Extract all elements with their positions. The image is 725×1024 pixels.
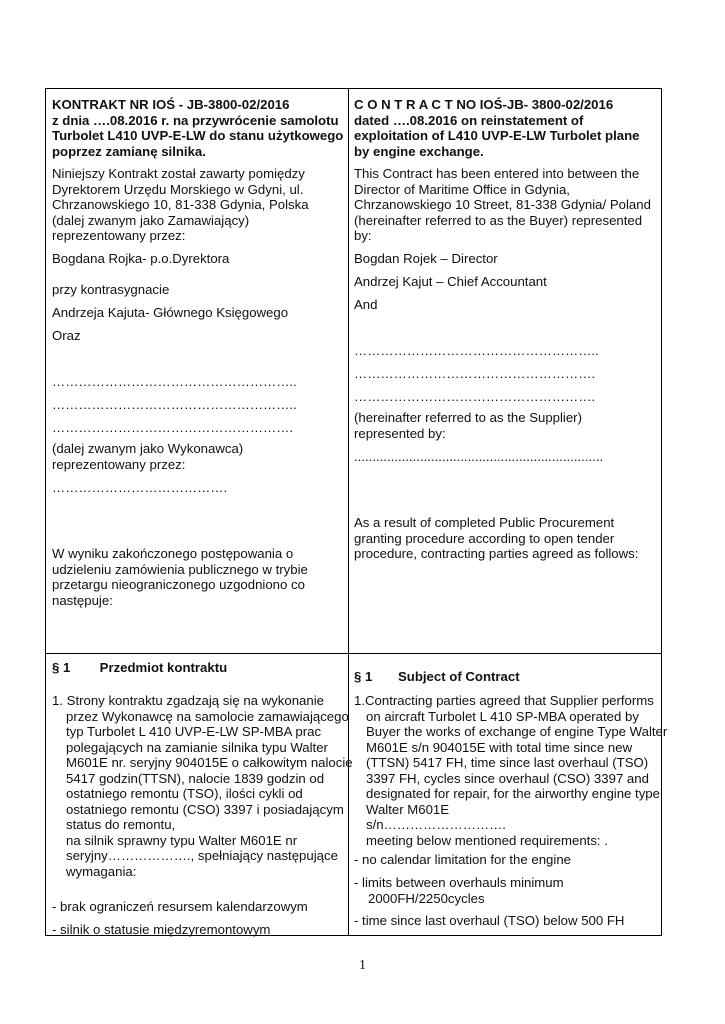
supplier-name-blank-1-pl: ……………………………………………….. (52, 374, 297, 389)
section-1-item-1-en: 1.Contracting parties agreed that Supplier performs on aircraft Turbolet L 410 SP-MBA operated by Buyer the works of exchange of engine Type Walter M601E s/n 904015E with total time since new (TTSN) 5417 FH, time since last overhaul (TSO) 3397 FH, cycles since overhaul (CSO) 3397 and designated for repair, for the airworthy engine type Walter M601E s/n………………………. meeting below mentioned requirements: . (354, 693, 668, 848)
intro-en: This Contract has been entered into between the Director of Maritime Office in Gdynia, Chrzanowskiego 10 Street, 81-338 Gdynia/ Poland (hereinafter referred to as the Buyer) represented by: (354, 166, 651, 243)
supplier-name-blank-2-pl: ……………………………………………….. (52, 397, 297, 412)
requirement-between-overhauls-pl: - silnik o statusie międzyremontowym (52, 922, 271, 937)
supplier-representative-blank-en: .................................................................... (354, 449, 604, 464)
representative-accountant-en: Andrzej Kajut – Chief Accountant (354, 274, 547, 289)
representative-director-pl: Bogdana Rojka- p.o.Dyrektora (52, 251, 230, 266)
supplier-name-blank-3-pl: ………………………………………………. (52, 420, 294, 435)
requirement-no-calendar-limit-en: - no calendar limitation for the engine (354, 852, 571, 867)
supplier-label-pl: (dalej zwanym jako Wykonawca) reprezentowany przez: (52, 441, 244, 472)
supplier-label-en: (hereinafter referred to as the Supplier) represented by: (354, 410, 582, 441)
representative-director-en: Bogdan Rojek – Director (354, 251, 498, 266)
section-1-item-1-pl: 1. Strony kontraktu zgadzają się na wykonanie przez Wykonawcę na samolocie zamawiającego typ Turbolet L 410 UVP-E-LW SP-MBA prac polegających na zamianie silnika typu Walter M601E nr. seryjny 904015E o całkowitym nalocie 5417 godzin(TTSN), nalocie 1839 godzin od ostatniego remontu (TSO), ilości cykli od ostatniego remontu (CSO) 3397 i posiadającym status do remontu, na silnik sprawny typu Walter M601E nr seryjny………………., spełniający następujące wymagania: (52, 693, 353, 879)
requirement-between-overhauls-en: - limits between overhauls minimum 2000FH/2250cycles (354, 875, 564, 906)
representative-accountant-pl: Andrzeja Kajuta- Głównego Księgowego (52, 305, 289, 320)
page-number: 1 (359, 958, 366, 973)
contract-title-en: C O N T R A C T NO IOŚ-JB- 3800-02/2016 dated ….08.2016 on reinstatement of exploitation of L410 UVP-E-LW Turbolet plane by engine exchange. (354, 97, 640, 159)
and-en: And (354, 297, 378, 312)
countersignature-pl: przy kontrasygnacie (52, 282, 170, 297)
procurement-result-en: As a result of completed Public Procurement granting procedure according to open tender procedure, contracting parties agreed as follows: (354, 515, 639, 561)
supplier-name-blank-2-en: ………………………………………………. (354, 366, 596, 381)
row-divider (46, 653, 661, 654)
section-1-heading-pl: § 1 Przedmiot kontraktu (52, 660, 228, 675)
section-1-heading-en: § 1 Subject of Contract (354, 669, 520, 684)
supplier-name-blank-3-en: ………………………………………………. (354, 389, 596, 404)
supplier-name-blank-1-en: ……………………………………………….. (354, 343, 599, 358)
contract-title-pl: KONTRAKT NR IOŚ - JB-3800-02/2016 z dnia ….08.2016 r. na przywrócenie samolotu Turbolet L410 UVP-E-LW do stanu użytkowego poprzez zamianę silnika. (52, 97, 344, 159)
supplier-representative-blank-pl: …………………………………. (52, 480, 228, 495)
and-pl: Oraz (52, 328, 81, 343)
procurement-result-pl: W wyniku zakończonego postępowania o udzieleniu zamówienia publicznego w trybie przetargu nieograniczonego uzgodniono co następuje: (52, 546, 308, 608)
intro-pl: Niniejszy Kontrakt został zawarty pomiędzy Dyrektorem Urzędu Morskiego w Gdyni, ul. Chrzanowskiego 10, 81-338 Gdynia, Polska (dalej zwanym jako Zamawiający) reprezentowany przez: (52, 166, 309, 243)
requirement-tso-en: - time since last overhaul (TSO) below 500 FH (354, 913, 625, 928)
contract-table (45, 88, 668, 937)
requirement-no-calendar-limit-pl: - brak ograniczeń resursem kalendarzowym (52, 899, 308, 914)
